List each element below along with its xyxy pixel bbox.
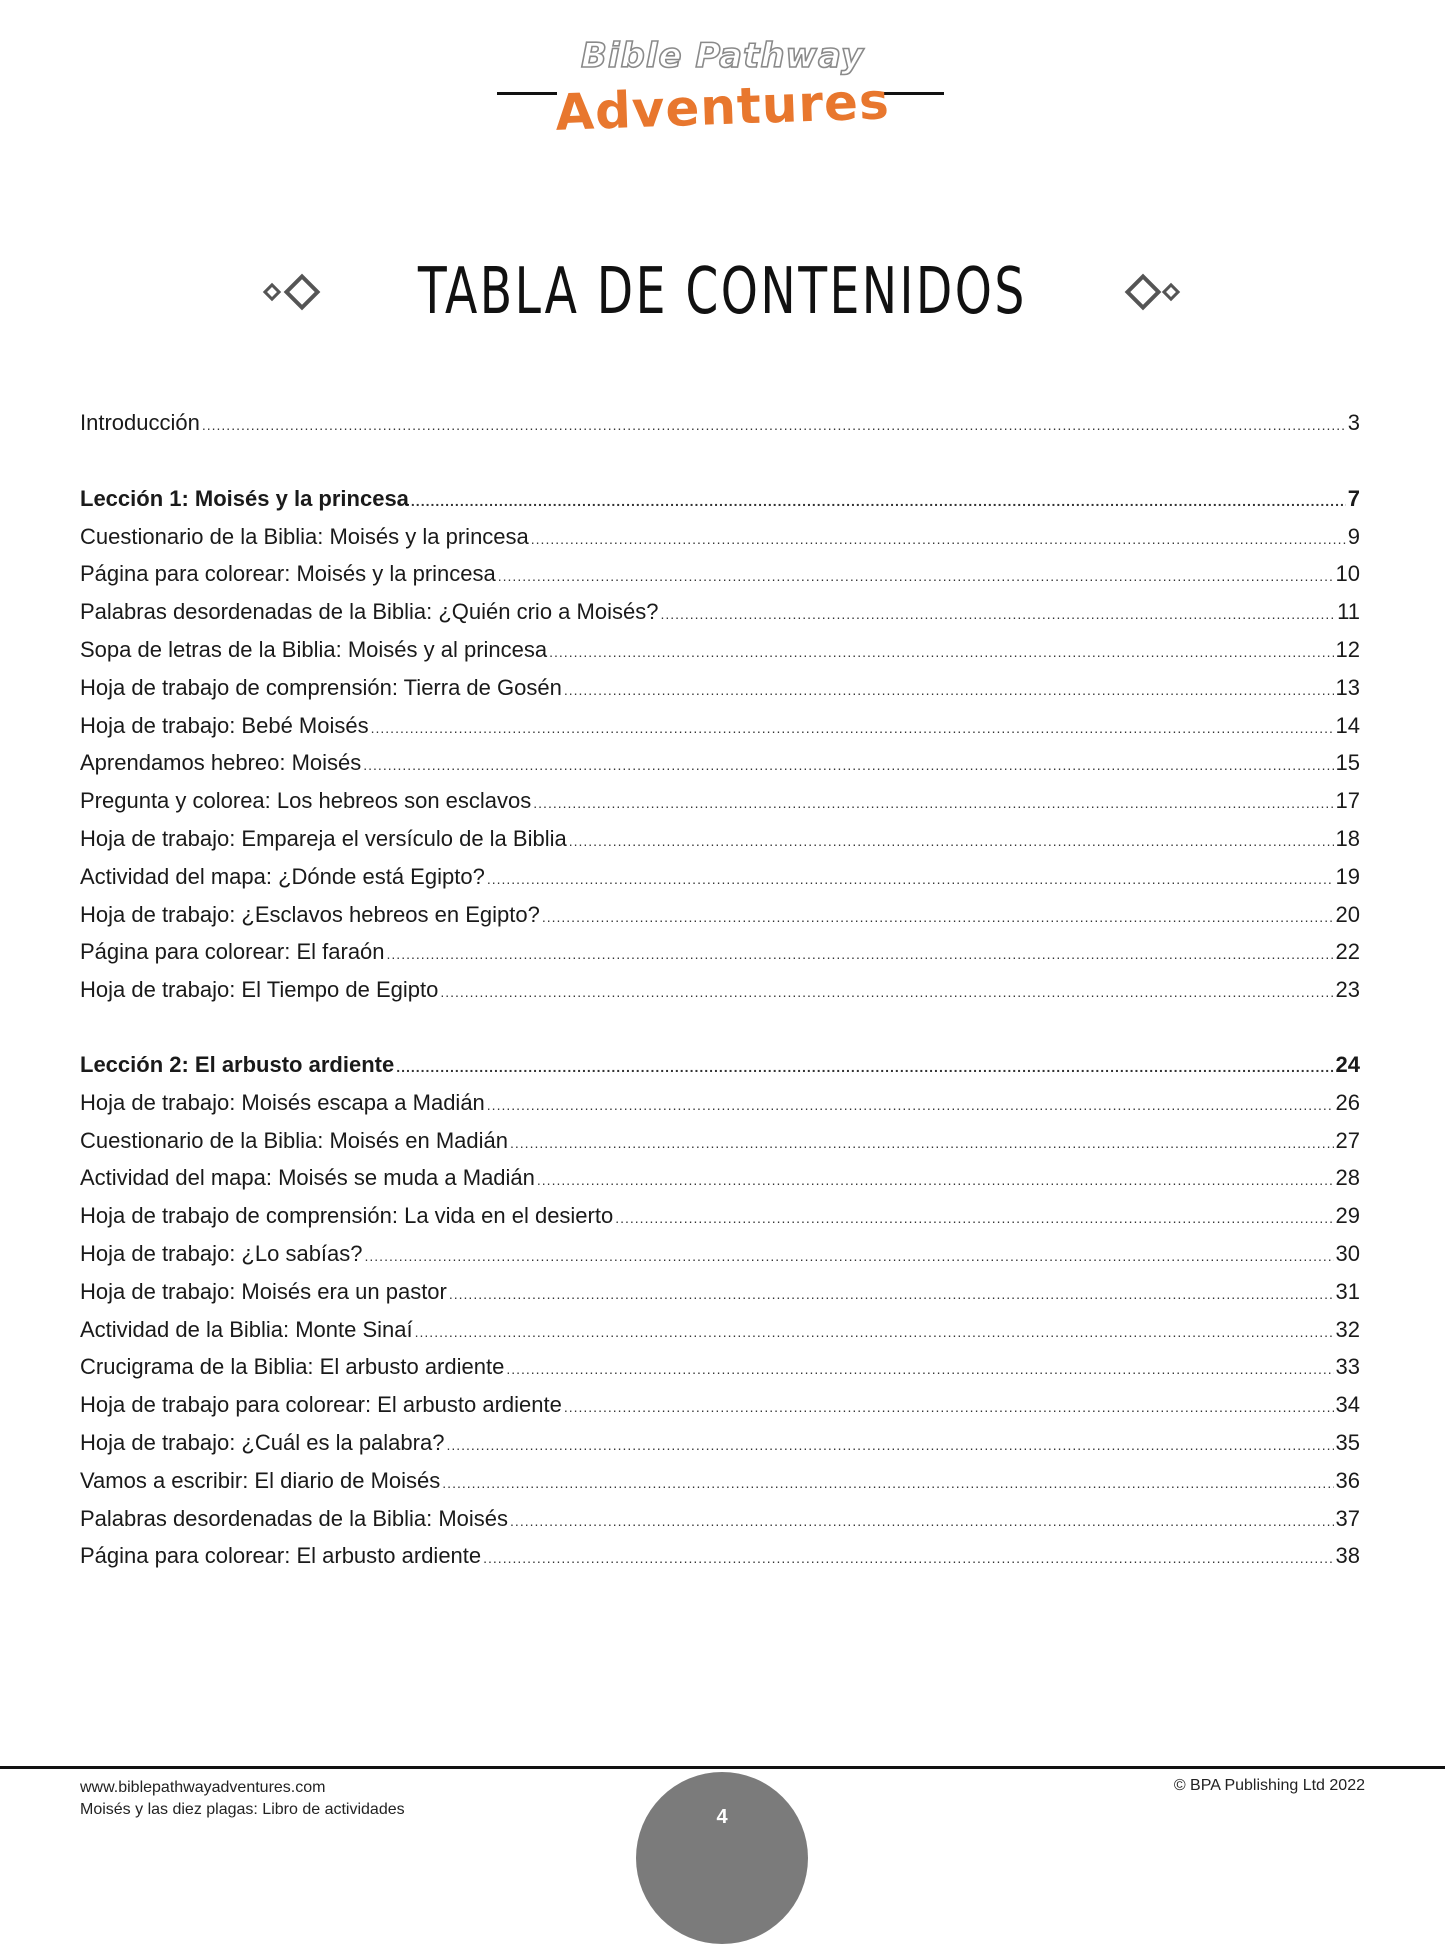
section-gap: [80, 442, 1360, 480]
toc-entry-label: Hoja de trabajo: Moisés era un pastor: [80, 1278, 447, 1304]
toc-lesson-1-items: [80, 518, 1360, 1009]
toc-entry-page: 34: [1335, 1392, 1360, 1418]
toc-entry-label: Página para colorear: El faraón: [80, 939, 385, 965]
dot-leader: [365, 1238, 1334, 1276]
toc-entry-page: 20: [1335, 901, 1360, 927]
toc-entry-page: 9: [1347, 523, 1360, 549]
toc-entry[interactable]: [80, 858, 1360, 896]
toc-entry-page: 17: [1335, 788, 1360, 814]
toc-entry-label: Hoja de trabajo de comprensión: La vida en el desierto: [80, 1203, 614, 1229]
toc-entry-label: Lección 1: Moisés y la princesa: [80, 485, 409, 511]
toc-entry[interactable]: [80, 820, 1360, 858]
toc-entry[interactable]: [80, 1122, 1360, 1160]
toc-entry-page: 22: [1335, 939, 1360, 965]
toc-entry-label: Hoja de trabajo para colorear: El arbusto ardiente: [80, 1392, 562, 1418]
page-title: TABLA DE CONTENIDOS: [418, 255, 1027, 329]
toc-entry-label: Hoja de trabajo: ¿Esclavos hebreos en Egipto?: [80, 901, 540, 927]
dot-leader: [446, 1427, 1333, 1465]
dot-leader: [440, 974, 1333, 1012]
toc-entry-page: 35: [1335, 1429, 1360, 1455]
dot-leader: [483, 1540, 1333, 1578]
dot-leader: [549, 634, 1333, 672]
toc-entry-label: Actividad del mapa: ¿Dónde está Egipto?: [80, 863, 485, 889]
toc-entry-page: 19: [1335, 863, 1360, 889]
toc-entry-label: Sopa de letras de la Biblia: Moisés y al princesa: [80, 636, 548, 662]
toc-entry[interactable]: [80, 707, 1360, 745]
dot-leader: [498, 558, 1334, 596]
toc-entry-page: 30: [1335, 1240, 1360, 1266]
toc-entry[interactable]: [80, 1197, 1360, 1235]
toc-entry[interactable]: [80, 1273, 1360, 1311]
dot-leader: [660, 596, 1335, 634]
toc-entry[interactable]: [80, 896, 1360, 934]
toc-entry-label: Página para colorear: Moisés y la princesa: [80, 561, 496, 587]
dot-leader: [487, 1087, 1334, 1125]
toc-entry[interactable]: [80, 1537, 1360, 1575]
toc-entry-page: 10: [1335, 561, 1360, 587]
toc-entry-label: Cuestionario de la Biblia: Moisés en Madián: [80, 1127, 509, 1153]
toc-entry[interactable]: [80, 1235, 1360, 1273]
section-gap: [80, 1009, 1360, 1046]
footer-website-link[interactable]: www.biblepathwayadventures.com: [80, 1779, 326, 1796]
dot-leader: [363, 747, 1333, 785]
toc-entry-label: Actividad del mapa: Moisés se muda a Madián: [80, 1165, 535, 1191]
toc-entry[interactable]: [80, 518, 1360, 556]
dot-leader: [569, 823, 1334, 861]
toc-entry-page: 37: [1335, 1505, 1360, 1531]
toc-entry-page: 24: [1335, 1051, 1360, 1077]
dot-leader: [487, 861, 1334, 899]
toc-entry-label: Vamos a escribir: El diario de Moisés: [80, 1467, 441, 1493]
toc-entry-label: Hoja de trabajo: ¿Lo sabías?: [80, 1240, 363, 1266]
toc-entry-page: 15: [1335, 750, 1360, 776]
diamond-ornament-right-icon: [1120, 272, 1184, 312]
dot-leader: [387, 936, 1334, 974]
dot-leader: [615, 1200, 1333, 1238]
toc-entry-label: Lección 2: El arbusto ardiente: [80, 1051, 395, 1077]
dot-leader: [510, 1125, 1334, 1163]
toc-entry-label: Hoja de trabajo: Bebé Moisés: [80, 712, 369, 738]
toc-entry-page: 3: [1347, 410, 1360, 435]
page-number-tab: [636, 1772, 808, 1944]
toc-lesson-2-items: [80, 1084, 1360, 1575]
toc-lesson-1-heading[interactable]: [80, 480, 1360, 518]
toc-entry-label: Hoja de trabajo de comprensión: Tierra de Gosén: [80, 674, 562, 700]
toc-entry[interactable]: [80, 933, 1360, 971]
toc-entry-label: Crucigrama de la Biblia: El arbusto ardiente: [80, 1354, 505, 1380]
toc-entry[interactable]: [80, 669, 1360, 707]
toc-entry-intro[interactable]: [80, 404, 1360, 442]
toc-entry-page: 38: [1335, 1543, 1360, 1569]
dot-leader: [510, 1503, 1333, 1541]
toc-entry-label: Hoja de trabajo: Empareja el versículo de la Biblia: [80, 825, 567, 851]
toc-entry-label: Página para colorear: El arbusto ardiente: [80, 1543, 482, 1569]
toc-entry-page: 36: [1335, 1467, 1360, 1493]
toc-entry-page: 26: [1335, 1089, 1360, 1115]
footer-copyright: © BPA Publishing Ltd 2022: [1173, 1777, 1365, 1794]
dot-leader: [531, 521, 1346, 559]
toc-entry-label: Hoja de trabajo: ¿Cuál es la palabra?: [80, 1429, 445, 1455]
page-title-block: [0, 252, 1445, 332]
dot-leader: [564, 672, 1334, 710]
dot-leader: [202, 407, 1346, 445]
toc-entry-page: 7: [1347, 485, 1360, 511]
dot-leader: [537, 1162, 1334, 1200]
dot-leader: [411, 483, 1346, 521]
toc-entry[interactable]: [80, 555, 1360, 593]
publisher-logo: [0, 36, 1445, 146]
toc-entry[interactable]: [80, 1084, 1360, 1122]
dot-leader: [442, 1465, 1333, 1503]
toc-entry-page: 28: [1335, 1165, 1360, 1191]
toc-entry[interactable]: [80, 1424, 1360, 1462]
dot-leader: [449, 1276, 1334, 1314]
toc-entry-page: 32: [1335, 1316, 1360, 1342]
toc-entry-page: 23: [1335, 977, 1360, 1003]
dot-leader: [533, 785, 1333, 823]
toc-entry[interactable]: [80, 631, 1360, 669]
toc-entry[interactable]: [80, 1462, 1360, 1500]
toc-entry[interactable]: [80, 744, 1360, 782]
toc-entry-page: 12: [1335, 636, 1360, 662]
footer-rule: [0, 1766, 1445, 1769]
toc-entry-page: 14: [1335, 712, 1360, 738]
toc-entry[interactable]: [80, 782, 1360, 820]
toc-entry-label: Aprendamos hebreo: Moisés: [80, 750, 362, 776]
toc-entry-label: Pregunta y colorea: Los hebreos son esclavos: [80, 788, 532, 814]
dot-leader: [506, 1351, 1333, 1389]
toc-entry-page: 33: [1335, 1354, 1360, 1380]
toc-entry-label: Actividad de la Biblia: Monte Sinaí: [80, 1316, 413, 1342]
table-of-contents: [80, 404, 1360, 1575]
toc-entry[interactable]: [80, 593, 1360, 631]
dot-leader: [415, 1314, 1334, 1352]
toc-entry-page: 13: [1335, 674, 1360, 700]
toc-entry-label: Cuestionario de la Biblia: Moisés y la princesa: [80, 523, 529, 549]
toc-entry-label: Introducción: [80, 410, 200, 435]
toc-entry-label: Palabras desordenadas de la Biblia: ¿Quién crio a Moisés?: [80, 599, 659, 625]
toc-entry[interactable]: [80, 1159, 1360, 1197]
toc-entry-page: 31: [1335, 1278, 1360, 1304]
toc-entry[interactable]: [80, 971, 1360, 1009]
footer-book-title: Moisés y las diez plagas: Libro de actividades: [80, 1801, 405, 1818]
toc-lesson-2-heading[interactable]: [80, 1046, 1360, 1084]
toc-entry-page: 27: [1335, 1127, 1360, 1153]
toc-entry[interactable]: [80, 1348, 1360, 1386]
dot-leader: [564, 1389, 1334, 1427]
toc-entry-label: Palabras desordenadas de la Biblia: Moisés: [80, 1505, 509, 1531]
toc-entry[interactable]: [80, 1500, 1360, 1538]
page-number: 4: [716, 1806, 728, 1828]
toc-entry[interactable]: [80, 1311, 1360, 1349]
toc-entry-label: Hoja de trabajo: El Tiempo de Egipto: [80, 977, 439, 1003]
footer-left: [80, 1777, 405, 1821]
toc-entry-page: 29: [1335, 1203, 1360, 1229]
dot-leader: [396, 1049, 1333, 1087]
toc-entry-page: 18: [1335, 825, 1360, 851]
toc-entry-label: Hoja de trabajo: Moisés escapa a Madián: [80, 1089, 485, 1115]
toc-entry[interactable]: [80, 1386, 1360, 1424]
toc-entry-page: 11: [1337, 599, 1360, 625]
diamond-ornament-left-icon: [261, 272, 325, 312]
logo-main-text: Adventures: [554, 72, 891, 142]
dot-leader: [371, 710, 1334, 748]
dot-leader: [542, 899, 1334, 937]
logo-top-text: Bible Pathway: [580, 36, 865, 76]
